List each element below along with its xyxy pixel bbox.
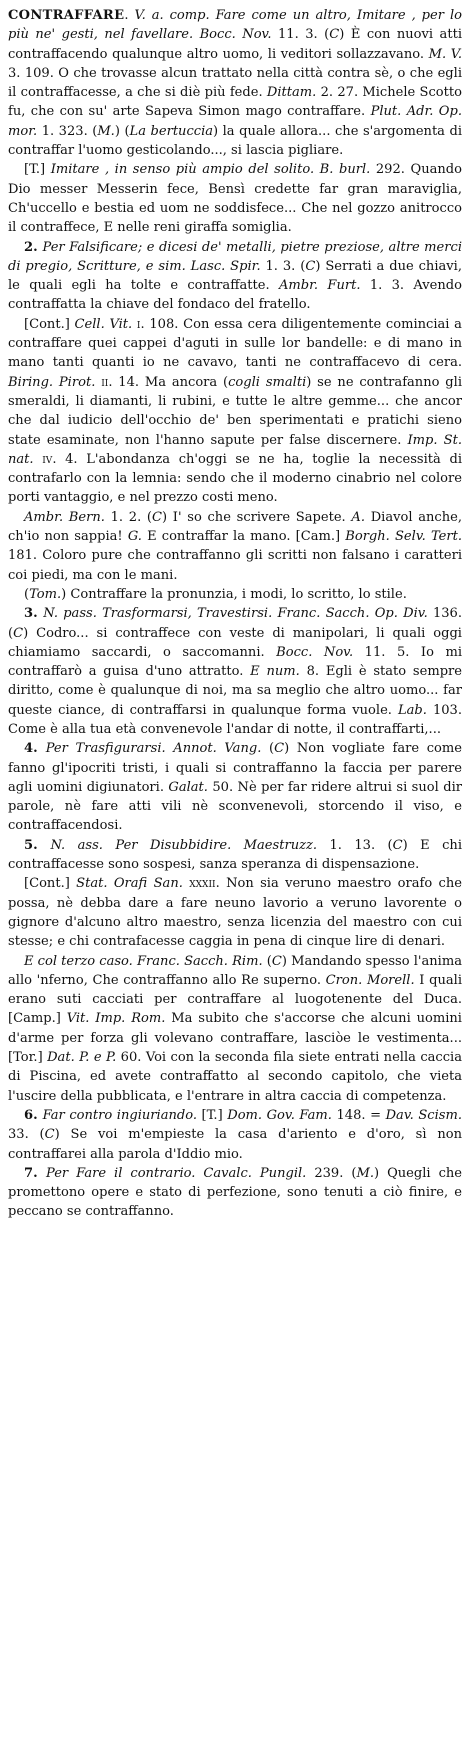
italic-run: C xyxy=(274,741,285,757)
text-run: [T.] xyxy=(24,162,51,178)
italic-run: Cron. Morell. xyxy=(325,972,415,988)
text-run: 2. 27. Michele Scotto fu, che con su' arte Sapeva Simon mago contraffare. xyxy=(8,85,462,120)
text-run: 1. 13. ( xyxy=(317,837,393,853)
text-run: 11. 5. Io mi contraffarò a guisa d'uno attratto. xyxy=(8,644,463,680)
sense-paragraph xyxy=(8,836,462,875)
sense-paragraph xyxy=(8,739,462,835)
italic-run: C xyxy=(392,837,403,853)
text-run: ) Se voi m'empieste la casa d'ariento e d'oro, sì non contraffarei alla parola d'Iddio mio. xyxy=(8,1127,462,1162)
italic-run: E col terzo caso. Franc. Sacch. Rim. xyxy=(24,953,263,969)
italic-run: Dat. P. e P. xyxy=(47,1050,117,1066)
italic-run: Per Trasfigurarsi. Annot. Vang. xyxy=(45,741,262,757)
text-run: 50. Nè per far ridere altrui si suol dir parole, nè fare atti vili nè sconvenevoli, storcendo il viso, e contraffacendosi. xyxy=(8,779,462,834)
text-run: 181. Coloro pure che contraffanno gli scritti non falsano i caratteri coi piedi, ma con le mani. xyxy=(8,548,462,583)
italic-run: Dom. Gov. Fam. xyxy=(227,1107,332,1123)
text-run: Diavol anche, ch'io non sappia! xyxy=(8,509,462,545)
text-run: 103. Come è alla tua età convenevole l'andar di notte, il contraffarti,... xyxy=(8,702,462,737)
italic-run: Dittam. xyxy=(266,85,317,101)
italic-run: La bertuccia xyxy=(129,123,214,139)
text-run: ) Non vogliate fare come fanno gl'ipocriti tristi, i quali si contraffanno la faccia per parere agli uomini digiunatori. xyxy=(8,741,462,795)
text-run: E contraffar la mano. [Cam.] xyxy=(141,529,346,545)
italic-run: G. xyxy=(127,529,142,545)
text-run: 1. 2. ( xyxy=(104,509,153,525)
italic-run: Ambr. Furt. xyxy=(278,278,361,294)
text-run: 239. ( xyxy=(306,1165,357,1181)
italic-run: Per Falsificare; e dicesi de' metalli, pietre preziose, altre merci di pregio, Scritture, e sim. Lasc. Spir. xyxy=(8,239,462,274)
italic-run: V. a. comp. Fare come un altro, Imitare , per lo più ne' gesti, nel favellare. Bocc. Nov. xyxy=(8,8,462,43)
entry-definition-paragraph xyxy=(8,6,462,160)
sense-paragraph xyxy=(8,238,462,315)
italic-run: C xyxy=(152,509,162,525)
italic-run: M. xyxy=(356,1165,374,1181)
text-run: 292. Quando Dio messer Messerin fece, Bensì credette far gran maraviglia, Ch'uccello e bestia ed uom ne soddisfece... Che nel gozzo anitrocco il contraffece, E nelle reni giraffa somiglia. xyxy=(8,162,462,236)
italic-run: Galat. xyxy=(168,779,208,795)
text-run: 1. 323. ( xyxy=(37,123,98,139)
text-run: ) ( xyxy=(114,123,130,139)
text-run: 148. = xyxy=(331,1107,386,1123)
text-run xyxy=(34,452,43,467)
text-run: ) Contraffare la pronunzia, i modi, lo scritto, lo stile. xyxy=(61,586,407,602)
text-run: . xyxy=(124,8,135,23)
italic-run: C xyxy=(44,1127,55,1143)
italic-run: Cell. Vit. xyxy=(74,316,133,332)
sense-number: 2. xyxy=(24,239,43,255)
italic-run: Ambr. Bern. xyxy=(24,509,105,525)
text-run: 3. 109. O che trovasse alcun trattato nella città contra sè, o che egli il contraffacesse, a che si diè più fede. xyxy=(8,65,462,101)
italic-run: C xyxy=(271,953,282,969)
text-run: Ma subito che s'accorse che alcuni uomini d'arme per forza gli volevano contraffare, lasciòe le vestimenta... [Tor.] xyxy=(8,1011,462,1066)
sense-paragraph xyxy=(8,160,462,237)
text-run: ) E chi contraffacesse sono sospesi, sanza speranza di dispensazione. xyxy=(8,837,463,873)
italic-run: Bocc. Nov. xyxy=(276,644,354,660)
italic-run: Far contro ingiuriando. xyxy=(42,1107,197,1123)
italic-run: Stat. Orafi San. xyxy=(76,876,183,892)
text-run: . Non sia veruno maestro orafo che possa, nè debba dare a fare neuno lavorio a veruno lavorente o gignore d'alcuno altro maestro, senza licenzia del maestro con cui stesse; e chi contrafacesse caggia in pena di cinque lire di denari. xyxy=(8,876,462,950)
text-run: [Cont.] xyxy=(24,876,77,892)
text-run: ) se ne contrafanno gli smeraldi, li diamanti, li rubini, e tutte le altre gemme... che ancor che dal iudicio dell'occhio de' ben sperimentati e pratichi sieno state esaminate, non l'hanno sapute per false discernere. xyxy=(8,374,462,448)
italic-run: A. xyxy=(351,509,365,525)
text-run: 136. ( xyxy=(8,606,462,641)
italic-run: cogli smalti xyxy=(228,374,307,390)
italic-run: Dav. Scism. xyxy=(385,1107,462,1123)
text-run: ) I' so che scrivere Sapete. xyxy=(162,509,352,525)
text-run: ) Mandando spesso l'anima allo 'nferno, Che contraffanno allo Re superno. xyxy=(8,953,462,988)
sense-paragraph xyxy=(8,604,462,739)
text-run: ) È con nuovi atti contraffacendo qualunque altro uomo, li veditori sollazzavano. xyxy=(8,27,462,62)
italic-run: Per Fare il contrario. Cavalc. Pungil. xyxy=(46,1165,307,1181)
sense-number: 3. xyxy=(24,606,44,622)
sense-paragraph xyxy=(8,874,462,951)
text-run: . 14. Ma ancora ( xyxy=(108,374,229,390)
italic-run: C xyxy=(305,258,316,274)
italic-run: Lab. xyxy=(397,702,427,718)
text-run: ) Codro... si contraffece con veste di manipolari, li quali oggi chiamiamo saccardi, o saccomanni. xyxy=(8,625,462,660)
roman-numeral: ii xyxy=(101,374,109,390)
text-run: ) la quale allora... che s'argomenta di contraffar l'uomo gesticolando..., si lascia pigliare. xyxy=(8,123,463,159)
text-run: ( xyxy=(24,586,30,602)
italic-run: N. pass. Trasformarsi, Travestirsi. Franc. Sacch. Op. Div. xyxy=(43,606,428,622)
italic-run: Plut. Adr. Op. mor. xyxy=(8,104,463,139)
italic-run: Imitare , in senso più ampio del solito. B. burl. xyxy=(50,162,371,178)
sense-paragraph xyxy=(8,315,462,508)
sense-paragraph xyxy=(8,1106,462,1164)
text-run: 1. 3. Avendo contraffatta la chiave del fondaco del fratello. xyxy=(8,278,463,313)
roman-numeral: i xyxy=(136,316,141,332)
text-run: . 4. L'abondanza ch'oggi se ne ha, toglie la necessità di contrafarlo con la lemnia: sendo che il moderno cinabrio nel colore porti vantaggio, e nel prezzo costi meno. xyxy=(8,451,462,506)
italic-run: Borgh. Selv. Tert. xyxy=(345,529,462,545)
italic-run: Vit. Imp. Rom. xyxy=(66,1011,166,1027)
italic-run: C xyxy=(13,625,24,641)
text-run: ) Quegli che promettono opere e stato di perfezione, sono tenuti a ciò finire, e peccano se contraffanno. xyxy=(8,1165,463,1220)
roman-numeral: xxxii xyxy=(189,876,216,892)
italic-run: Biring. Pirot. xyxy=(8,374,96,390)
italic-run: Tom. xyxy=(29,586,62,602)
text-run: 11. 3. ( xyxy=(271,27,330,43)
text-run: ) Serrati a due chiavi, le quali egli ha tolte e contraffatte. xyxy=(8,258,462,294)
sense-number: 7. xyxy=(24,1165,47,1181)
text-run: [T.] xyxy=(197,1107,228,1123)
italic-run: M. xyxy=(97,123,115,139)
sense-number: 5. xyxy=(24,837,51,853)
italic-run: E num. xyxy=(250,664,300,680)
text-run: 8. Egli è stato sempre diritto, come è qualunque di noi, ma sa meglio che altro uomo... far queste ciance, di contraffarsi in qualunque forma vuole. xyxy=(8,664,463,718)
text-run: ( xyxy=(261,741,275,757)
text-run: . 108. Con essa cera diligentemente cominciai a contraffare quei cappei d'aguti in sulle lor bandelle: e di mano in mano tanti quanti io ne cavavo, tanti ne contraffacevo di cera. xyxy=(8,316,462,371)
sense-paragraph xyxy=(8,508,462,585)
sense-paragraph xyxy=(8,952,462,1106)
italic-run: C xyxy=(329,27,340,43)
headword: CONTRAFFARE xyxy=(8,8,125,23)
sense-number: 4. xyxy=(24,741,46,757)
italic-run: N. ass. Per Disubbidire. Maestruzz. xyxy=(50,837,318,853)
text-run: 60. Voi con la seconda fila siete entrati nella caccia di Piscina, ed avete contraffatto al secondo capitolo, che vieta l'uscire della pubblicata, e l'entrare in altra caccia di competenza. xyxy=(8,1050,462,1104)
sense-paragraph xyxy=(8,1164,462,1222)
roman-numeral: iv xyxy=(42,451,53,467)
text-run: ( xyxy=(262,953,272,969)
sense-number: 6. xyxy=(24,1107,43,1123)
italic-run: Imp. St. nat. xyxy=(8,432,462,467)
italic-run: M. V. xyxy=(428,46,463,62)
text-run: 1. 3. ( xyxy=(260,258,306,274)
text-run: [Cont.] xyxy=(24,316,75,332)
text-run: I quali erano suti cacciati per contraffare al luogotenente del Duca. [Camp.] xyxy=(8,972,463,1027)
sense-paragraph xyxy=(8,585,462,604)
text-run: 33. ( xyxy=(8,1127,45,1143)
